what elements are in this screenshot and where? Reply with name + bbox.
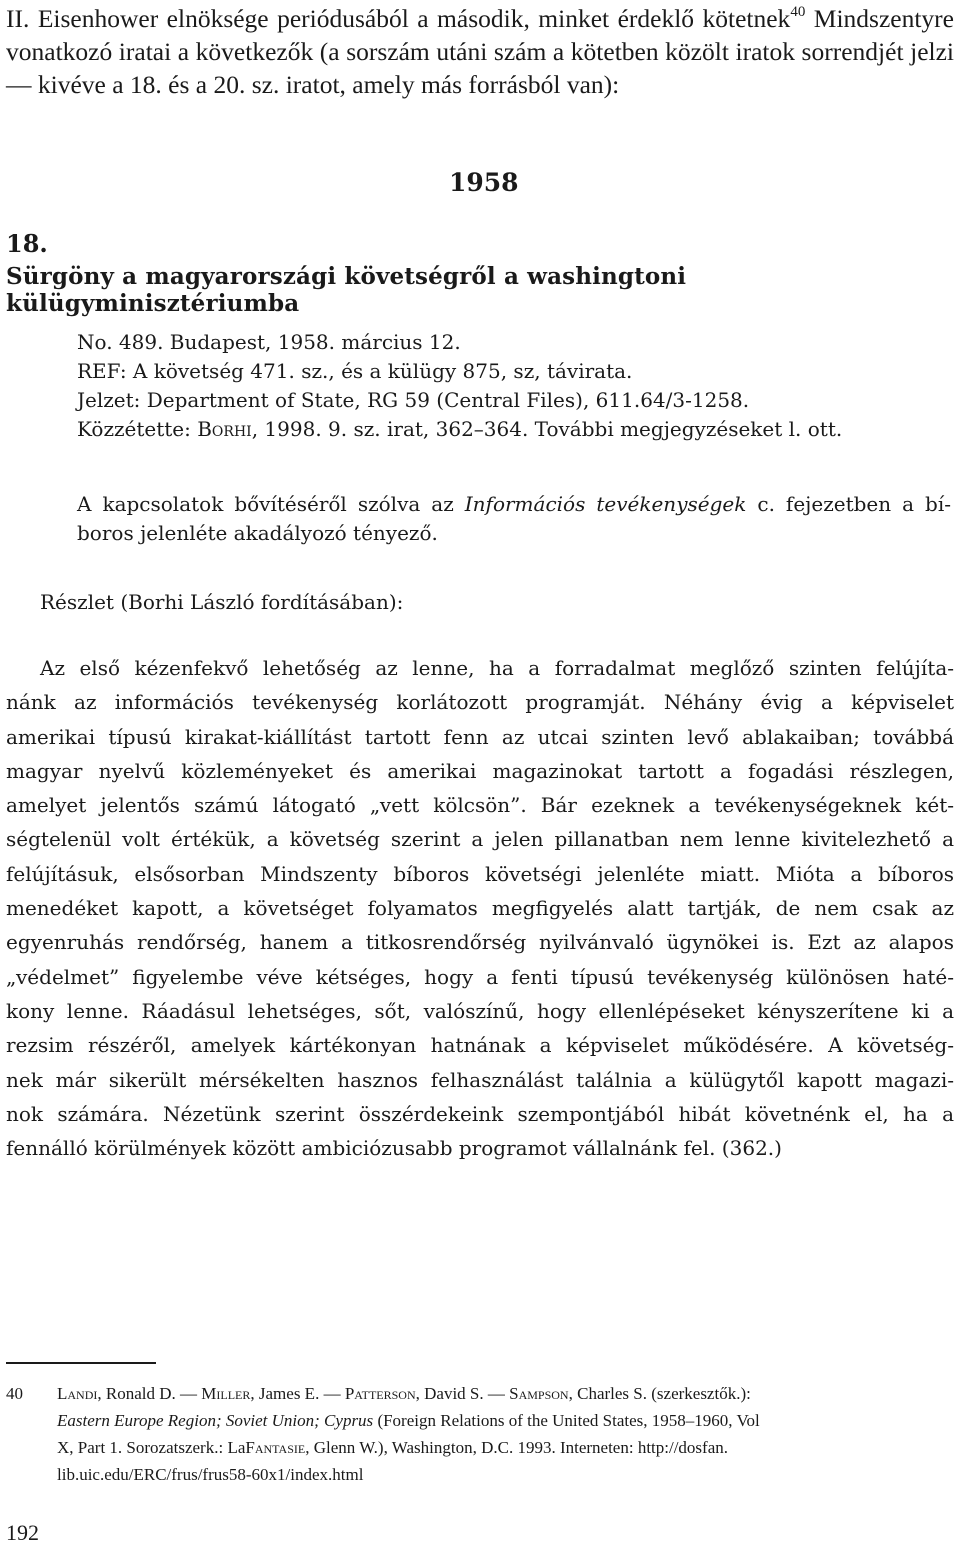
- author-given: , Ronald D. —: [97, 1384, 202, 1403]
- footnote-divider: [6, 1362, 156, 1364]
- excerpt-body: [6, 651, 954, 1165]
- note-line-2: boros jelenléte akadályozó tényező.: [77, 521, 438, 545]
- editor-name-prefix: La: [227, 1438, 246, 1457]
- footnote-reference[interactable]: 40: [790, 4, 806, 20]
- footnote-number: 40: [6, 1384, 23, 1403]
- intro-text: II. Eisenhower elnöksége periódusából a második, minket érdeklő kötetnek: [6, 4, 791, 33]
- body-line: nánk az információs tevékenység korlátozott programját. Néhány évig a képviselet: [6, 690, 954, 715]
- body-line: Az első kézenfekvő lehetőség az lenne, ha a forradalmat meglőző szinten felújíta-: [40, 656, 954, 680]
- editor-name: Fantasie: [245, 1438, 306, 1457]
- author-given: , Charles S. (szerkesztők.):: [568, 1384, 751, 1403]
- published-author: Borhi: [197, 417, 252, 441]
- document-metadata: [77, 328, 842, 444]
- footnote-url[interactable]: lib.uic.edu/ERC/frus/frus58-60x1/index.html: [57, 1465, 364, 1484]
- body-line: fennálló körülmények között ambiciózusabb programot vállalnánk fel. (362.): [6, 1136, 782, 1161]
- document-number: 18.: [6, 229, 48, 258]
- meta-line-published: [77, 415, 842, 444]
- footnote-series-editor-label: X, Part 1. Sorozatszerk.:: [57, 1438, 228, 1457]
- intro-text-continued: Mindszentyre vonatkozó iratai a következők (a sorszám utáni szám a kötetben közölt iratok sorrendjét jelzi — kivéve a 18. és a 20. sz. iratot, amely más forrásból van):: [6, 4, 954, 99]
- footnote-italic-title: Eastern Europe Region; Soviet Union; Cyprus: [57, 1411, 374, 1430]
- body-line: nek már sikerült mérsékelten hasznos felhasználást találnia a külügytől kapott magazi-: [6, 1067, 954, 1092]
- author-given: , James E. —: [250, 1384, 345, 1403]
- body-line: „védelmet” figyelembe véve kétséges, hogy a fenti típusú tevékenység különösen haté-: [6, 964, 954, 989]
- footnote-line-1: [57, 1380, 955, 1407]
- intro-paragraph: [6, 2, 954, 101]
- excerpt-subheading: Részlet (Borhi László fordításában):: [40, 590, 404, 614]
- body-line: amelyet jelentős számú látogató „vett kölcsön”. Bár ezeknek a tevékenységeknek két-: [6, 793, 954, 818]
- footnote-publication[interactable]: , Glenn W.), Washington, D.C. 1993. Interneten: http://dosfan.: [305, 1438, 729, 1457]
- body-line: amerikai típusú kirakat-kiállítást tartott fenn az utcai szinten levő ablakaiban; továbbá: [6, 724, 954, 749]
- published-details: , 1998. 9. sz. irat, 362–364. További megjegyzéseket l. ott.: [251, 417, 843, 441]
- body-line: magyar nyelvű közleményeket és amerikai magazinokat tartott a fogadási részlegen,: [6, 758, 954, 783]
- document-title: Sürgöny a magyarországi követségről a washingtoni külügyminisztériumba: [6, 263, 687, 317]
- meta-line-date: No. 489. Budapest, 1958. március 12.: [77, 330, 461, 354]
- note-text-end: c. fejezetben a bí-: [746, 492, 952, 516]
- page-number: 192: [6, 1520, 39, 1545]
- body-line: nok számára. Nézetünk szerint összérdekeink szempontjából hibát követnénk el, ha a: [6, 1101, 954, 1126]
- body-line: menedéket kapott, a követséget folyamatos megfigyelés alatt tartják, de nem csak az: [6, 896, 954, 921]
- published-label: Közzétette:: [77, 417, 198, 441]
- author-name: Landi: [57, 1384, 98, 1403]
- footnote-line-2: [57, 1407, 955, 1434]
- footnote-series: (Foreign Relations of the United States, 1958–1960, Vol: [373, 1411, 760, 1430]
- footnote-line-3: [57, 1434, 955, 1461]
- meta-line-ref: REF: A követség 471. sz., és a külügy 875, sz, távirata.: [77, 359, 633, 383]
- author-given: , David S. —: [415, 1384, 510, 1403]
- section-year-heading: 1958: [449, 168, 519, 197]
- body-line: rezsim részéről, amelyek kártékonyan hatnának a képviselet működésére. A követség-: [6, 1033, 954, 1058]
- body-line: egyenruhás rendőrség, hanem a titkosrendőrség nyilvánvaló ügynökei is. Ezt az alapos: [6, 930, 954, 955]
- note-text: A kapcsolatok bővítéséről szólva az: [77, 492, 465, 516]
- note-line-1: [77, 490, 951, 519]
- body-line: ségtelenül volt értékük, a követség szerint a jelen pillanatban nem lenne kivitelezhető a: [6, 827, 954, 852]
- body-line: kony lenne. Ráadásul lehetséges, sőt, valószínű, hogy ellenlépéseket kényszerítene ki a: [6, 998, 954, 1023]
- meta-line-archive: Jelzet: Department of State, RG 59 (Central Files), 611.64/3-1258.: [77, 388, 750, 412]
- author-name: Sampson: [509, 1384, 569, 1403]
- footnote-text: [57, 1380, 955, 1488]
- note-italic-title: Információs tevékenységek: [464, 492, 747, 516]
- author-name: Miller: [201, 1384, 251, 1403]
- body-line: felújításuk, elsősorban Mindszenty bíboros követségi jelenléte miatt. Mióta a bíboros: [6, 861, 954, 886]
- editorial-note: [77, 490, 951, 548]
- author-name: Patterson: [344, 1384, 416, 1403]
